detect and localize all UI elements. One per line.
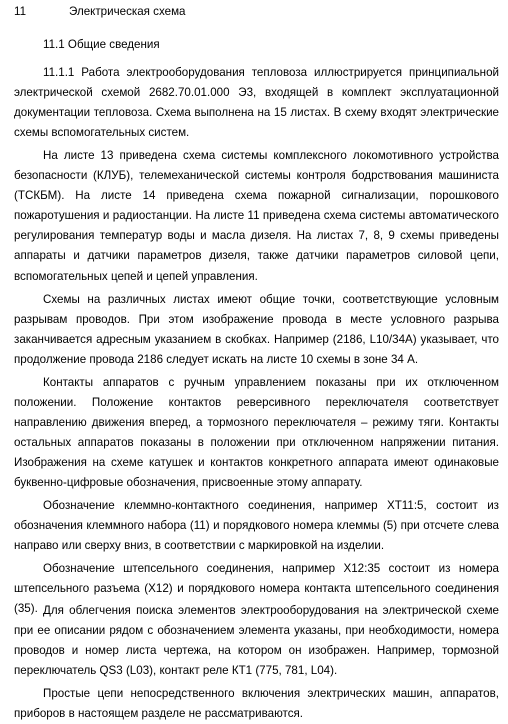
section-title: Электрическая схема: [69, 5, 186, 18]
paragraph-search-help: Для облегчения поиска элементов электрооборудования на электрической схеме при ее описании рядом с обозначением элемента указаны, при необходимости, номера проводов и номер листа чертежа, на котором он изображен. Например, тормозной переключатель QS3 (L03), контакт реле КТ1 (775, 781, L04).: [14, 604, 499, 678]
paragraph-sheets: На листе 13 приведена схема системы комплексного локомотивного устройства безопасности (КЛУБ), телемеханической системы контроля бодрствования машиниста (ТСКБМ). На листе 14 приведена схема пожарной сигнализации, порошкового пожаротушения и радиостанции. На листе 11 приведена схема системы автоматического регулирования температур воды и масла дизеля. На листах 7, 8, 9 схемы приведены аппараты и датчики параметров дизеля, также датчики параметров силовой цепи, вспомогательных цепей и цепей управления.: [14, 149, 499, 283]
paragraph-contacts: Контакты аппаратов с ручным управлением показаны при их отключенном положении. Положение контактов реверсивного переключателя соответствует направлению движения вперед, а тормозного переключателя – режиму тяги. Контакты остальных аппаратов показаны в положении при отключенном напряжении питания. Изображения на схеме катушек и контактов конкретного аппарата имеют одинаковые буквенно-цифровые обозначения, присвоенные этому аппарату.: [14, 376, 499, 490]
section-number: 11: [14, 5, 27, 18]
paragraph-plug-connection: Обозначение штепсельного соединения, например Х12:35 состоит из номера штепсельного разъема (Х12) и порядкового номера контакта штепсельного соединения (35).: [14, 562, 499, 616]
paragraph-simple-circuits: Простые цепи непосредственного включения электрических машин, аппаратов, приборов в настоящем разделе не рассматриваются.: [14, 687, 499, 721]
paragraph-terminal-connection: Обозначение клеммно-контактного соединения, например ХТ11:5, состоит из обозначения клеммного набора (11) и порядкового номера клеммы (5) при отсчете слева направо или сверху вниз, в соответствии с маркировкой на изделии.: [14, 499, 499, 553]
subsection-title: 11.1 Общие сведения: [43, 38, 160, 51]
paragraph-intro: 11.1.1 Работа электрооборудования тепловоза иллюстрируется принципиальной электрической схемой 2682.70.01.000 Э3, входящей в комплект эксплуатационной документации тепловоза. Схема выполнена на 15 листах. В схему входят электрические схемы вспомогательных систем.: [14, 66, 499, 140]
paragraph-wire-breaks: Схемы на различных листах имеют общие точки, соответствующие условным разрывам проводов. При этом изображение провода в месте условного разрыва заканчивается адресным указанием в скобках. Например (2186, L10/34A) указывает, что продолжение провода 2186 следует искать на листе 10 схемы в зоне 34 А.: [14, 293, 499, 367]
